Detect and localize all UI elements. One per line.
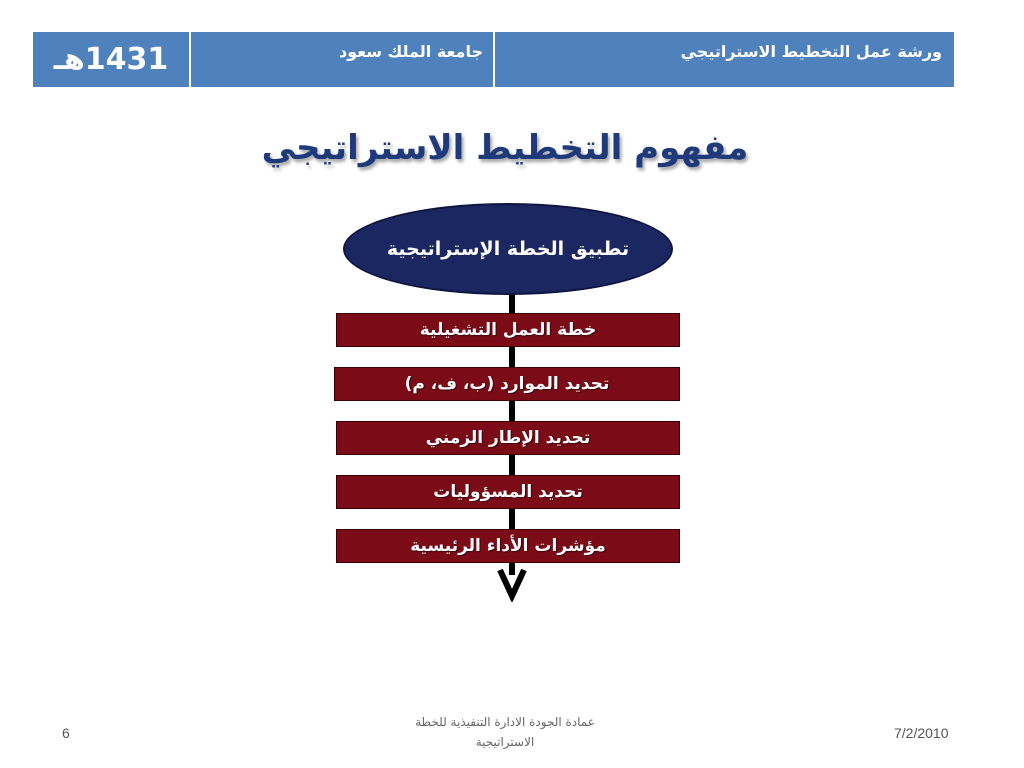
diagram-step-3: تحديد الإطار الزمني [336,421,680,455]
footer-caption-line2: الاستراتيجية [475,735,535,749]
diagram-step-4: تحديد المسؤوليات [336,475,680,509]
page-number: 6 [62,725,70,741]
header-bar [33,32,954,87]
footer-caption [370,712,640,752]
diagram-top-node: تطبيق الخطة الإستراتيجية [343,203,673,295]
diagram-step-5: مؤشرات الأداء الرئيسية [336,529,680,563]
footer-caption-line1: عمادة الجودة الادارة التنفيذية للخطة [415,715,595,729]
flow-arrow-head [497,566,527,602]
diagram-step-2: تحديد الموارد (ب، ف، م) [334,367,680,401]
slide-title: مفهوم التخطيط الاستراتيجي [261,128,749,168]
diagram-step-1: خطة العمل التشغيلية [336,313,680,347]
header-workshop: ورشة عمل التخطيط الاستراتيجي [495,32,954,87]
header-year: 1431هـ [33,32,191,87]
footer-date: 7/2/2010 [894,725,949,741]
header-university: جامعة الملك سعود [191,32,495,87]
